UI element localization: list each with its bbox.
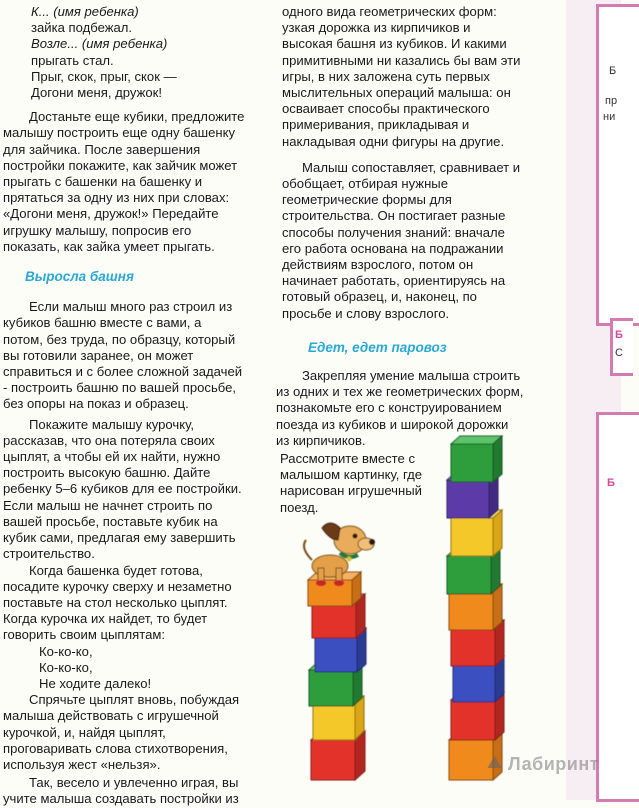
verse-line: Возле... (имя ребенка) [31,36,168,52]
text-line: проговаривать слова стихотворения, [3,740,228,756]
text-line: Когда курочка их найдет, то будет [3,611,208,627]
next-page-snippet: Б [607,477,615,489]
text-line: построить высокую башню. Дайте [3,465,211,481]
cube-green [451,436,502,482]
text-line: познакомьте его с конструированием [276,400,502,416]
text-line: прыгать с башенки на башенку и [3,174,203,190]
next-page-snippet: С [615,347,623,359]
verse-line: Прыг, скок, прыг, скок — [31,68,177,84]
next-page-snippet: Б [609,65,617,77]
watermark: Лабиринт [508,754,600,774]
text-line: вашей просьбе, поставьте кубик на [3,513,218,529]
text-line: постройки покажите, как зайчик может [3,157,238,173]
text-line: используя жест «нельзя». [3,756,161,772]
text-line: мыслительных операций малыша: он [282,85,511,101]
text-line: примеривания, прикладывая и [282,117,470,133]
text-line: поезда из кубиков и широкой дорожки [276,416,509,432]
text-line: кубик сами, предлагая ему завершить [3,530,236,546]
text-line: из одних и тех же геометрических форм, [276,384,524,400]
text-line: строительство. [3,546,95,562]
text-line: показать, как зайка умеет прыгать. [3,238,215,254]
text-line: Если малыш не начнет строить по [3,497,213,513]
text-line: одного вида геометрических форм: [282,4,497,19]
text-line: Так, весело и увлеченно играя, вы [29,775,239,791]
section-heading-tower: Выросла башня [25,269,134,285]
text-line: учите малыша создавать постройки из [3,791,239,807]
text-line: осваивает способы практического [282,101,490,117]
tower-left [308,572,366,780]
text-line: Малыш сопоставляет, сравнивает и [302,159,521,175]
text-line: действиям взрослого, потом он [282,257,474,273]
text-line: его работа основана на подражании [282,240,504,256]
text-line: поставьте на стол несколько цыплят. [3,594,228,610]
text-line: из кирпичиков. [276,432,366,448]
text-line: для зайчика. После завершения [3,141,201,157]
text-line: накладывая одни фигуры на другие. [282,133,505,149]
text-line: примитивными ни казались бы вам эти [282,52,521,68]
text-line: вы готовили заранее, он может [3,347,194,363]
text-line: прятаться за одну из них при словах: [3,190,230,206]
text-line: посадите курочку сверху и незаметно [3,578,232,594]
text-line: потом, без труда, по образцу, который [3,331,236,347]
text-line: малыша действовать с игрушечной [3,708,219,724]
text-line: Закрепляя умение малыша строить [302,368,521,384]
verse-line: прыгать стал. [31,52,114,68]
verse-line: Не ходите далеко! [39,675,152,691]
text-line: рассказав, что она потеряла своих [3,432,215,448]
text-line: Спрячьте цыплят вновь, побуждая [29,692,240,708]
text-line: строительства. Он постигает разные [282,208,506,224]
text-line: курочкой, и, найдя цыплят, [3,724,166,740]
verse-line: К... (имя ребенка) [31,4,139,19]
text-line: просьбе и слову взрослого. [282,305,450,321]
text-line: нарисован игрушечный [280,483,422,499]
text-line: малышу построить еще одну башенку [3,125,236,141]
text-line: обобщает, отбирая нужные [282,176,448,192]
text-line: Когда башенка будет готова, [29,562,203,578]
labyrinth-logo-icon: ⛰ [487,752,503,772]
text-line: без опоры на показ и образец. [3,396,189,412]
text-line: игрушку малышу, попросив его [3,222,192,238]
text-line: Покажите малышу курочку, [29,416,194,432]
verse-line: Ко-ко-ко, [39,659,93,675]
text-line: готовый образец, и, наконец, по [282,289,477,305]
text-line: справиться и с более сложной задачей [3,364,243,380]
text-line: Достаньте еще кубики, предложите [29,109,245,125]
next-page-snippet: ни [603,111,616,123]
text-line: Если малыш много раз строил из [29,299,233,315]
text-line: - построить башню по вашей просьбе, [3,380,237,396]
next-page-snippet: Б [615,329,623,341]
text-line: малышом картинку, где [280,467,423,483]
text-line: узкая дорожка из кирпичиков и [282,20,471,36]
next-page-snippet: пр [605,95,618,107]
text-line: способы получения знаний: вначале [282,224,505,240]
text-line: Рассмотрите вместе с [280,451,415,467]
text-line: говорить своим цыплятам: [3,627,166,643]
verse-line: Догони меня, дружок! [31,85,163,101]
text-line: цыплят, а чтобы ей их найти, нужно [3,449,221,465]
verse-line: зайка подбежал. [31,20,133,36]
text-line: кубиков башню вместе с вами, а [3,315,202,331]
text-line: поезд. [280,499,319,515]
text-line: ребенку 5–6 кубиков для ее постройки. [3,481,242,497]
text-line: «Догони меня, дружок!» Передайте [3,206,219,222]
text-line: геометрические формы для [282,192,452,208]
tower-right [447,436,504,780]
verse-line: Ко-ко-ко, [39,643,93,659]
text-line: начинает работать, ориентируясь на [282,273,506,289]
section-heading-train: Едет, едет паровоз [308,339,447,355]
text-line: высокая башня из кубиков. И какими [282,36,507,52]
text-line: игры, в них заложена суть первых [282,68,490,84]
